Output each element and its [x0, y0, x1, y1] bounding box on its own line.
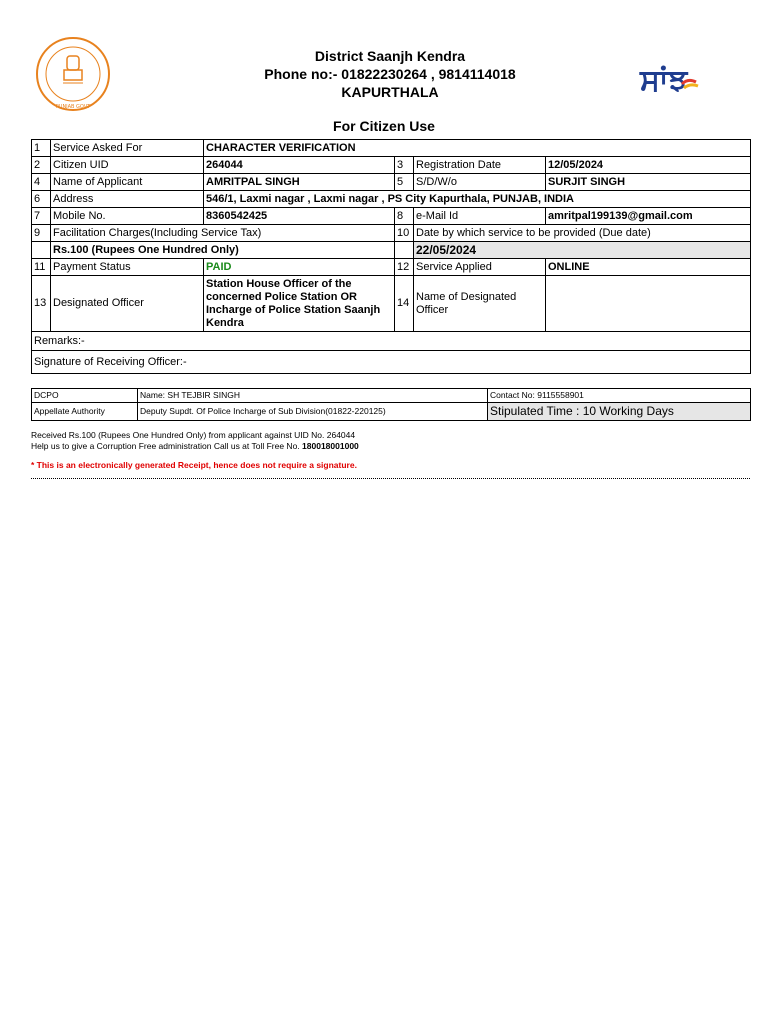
saanjh-logo-text: ਸਾਂਝ	[640, 63, 688, 98]
row-number: 13	[32, 276, 51, 332]
stipulated-time: Stipulated Time : 10 Working Days	[488, 403, 751, 421]
row-number: 12	[395, 259, 414, 276]
table-row	[32, 389, 751, 403]
office-district: KAPURTHALA	[341, 84, 439, 100]
payment-status-value: PAID	[204, 259, 395, 276]
registration-date-value: 12/05/2024	[546, 157, 751, 174]
applicant-name-label: Name of Applicant	[51, 174, 204, 191]
facilitation-charges-label: Facilitation Charges(Including Service Tax)	[51, 225, 395, 242]
service-asked-label: Service Asked For	[51, 140, 204, 157]
empty-cell	[395, 242, 414, 259]
due-date-label: Date by which service to be provided (Due date)	[414, 225, 751, 242]
dotted-divider	[31, 478, 750, 479]
table-row	[32, 332, 751, 351]
remarks: Remarks:-	[32, 332, 751, 351]
table-row	[32, 140, 751, 157]
mobile-value: 8360542425	[204, 208, 395, 225]
table-row	[32, 276, 751, 332]
table-row	[32, 403, 751, 421]
table-row	[32, 225, 751, 242]
registration-date-label: Registration Date	[414, 157, 546, 174]
row-number: 1	[32, 140, 51, 157]
table-row	[32, 157, 751, 174]
page-subtitle: For Citizen Use	[333, 118, 435, 134]
relation-label: S/D/W/o	[414, 174, 546, 191]
signature-line: Signature of Receiving Officer:-	[32, 351, 751, 374]
authority-table	[31, 388, 751, 421]
office-heading	[180, 47, 600, 101]
row-number: 9	[32, 225, 51, 242]
table-row	[32, 259, 751, 276]
dcpo-label: DCPO	[32, 389, 138, 403]
citizen-uid-label: Citizen UID	[51, 157, 204, 174]
service-applied-value: ONLINE	[546, 259, 751, 276]
received-amount-note: Received Rs.100 (Rupees One Hundred Only) from applicant against UID No. 264044	[31, 430, 356, 440]
applicant-name-value: AMRITPAL SINGH	[204, 174, 395, 191]
row-number: 4	[32, 174, 51, 191]
email-value: amritpal199139@gmail.com	[546, 208, 751, 225]
row-number: 7	[32, 208, 51, 225]
row-number: 5	[395, 174, 414, 191]
saanjh-logo-icon	[638, 58, 718, 98]
payment-status-label: Payment Status	[51, 259, 204, 276]
toll-free-text: Help us to give a Corruption Free administration Call us at Toll Free No.	[31, 441, 300, 451]
header	[30, 36, 750, 116]
email-label: e-Mail Id	[414, 208, 546, 225]
facilitation-charges-value: Rs.100 (Rupees One Hundred Only)	[51, 242, 395, 259]
service-applied-label: Service Applied	[414, 259, 546, 276]
table-row	[32, 242, 751, 259]
due-date-value: 22/05/2024	[414, 242, 751, 259]
address-label: Address	[51, 191, 204, 208]
toll-free-note	[31, 441, 359, 452]
service-asked-value: CHARACTER VERIFICATION	[204, 140, 751, 157]
row-number: 6	[32, 191, 51, 208]
receipt-note	[31, 430, 359, 452]
row-number: 3	[395, 157, 414, 174]
mobile-label: Mobile No.	[51, 208, 204, 225]
table-row	[32, 191, 751, 208]
receipt-table	[31, 139, 751, 374]
table-row	[32, 174, 751, 191]
designated-officer-name-label: Name of Designated Officer	[414, 276, 546, 332]
electronic-receipt-warning: * This is an electronically generated Receipt, hence does not require a signature.	[31, 460, 357, 470]
designated-officer-value: Station House Officer of the concerned Police Station OR Incharge of Police Station Saanjh Kendra	[204, 276, 395, 332]
table-row	[32, 208, 751, 225]
row-number: 10	[395, 225, 414, 242]
appellate-value: Deputy Supdt. Of Police Incharge of Sub Division(01822-220125)	[138, 403, 488, 421]
office-name: District Saanjh Kendra	[314, 48, 466, 64]
row-number: 11	[32, 259, 51, 276]
appellate-label: Appellate Authority	[32, 403, 138, 421]
empty-cell	[32, 242, 51, 259]
row-number: 8	[395, 208, 414, 225]
citizen-uid-value: 264044	[204, 157, 395, 174]
row-number: 2	[32, 157, 51, 174]
table-row	[32, 351, 751, 374]
emblem-text: PUNJAB GOVT	[55, 104, 91, 110]
relation-value: SURJIT SINGH	[546, 174, 751, 191]
designated-officer-label: Designated Officer	[51, 276, 204, 332]
dcpo-contact: Contact No: 9115558901	[488, 389, 751, 403]
toll-free-number: 180018001000	[302, 441, 359, 451]
dcpo-name: Name: SH TEJBIR SINGH	[138, 389, 488, 403]
office-phone: Phone no:- 01822230264 , 9814114018	[264, 66, 516, 82]
punjab-govt-emblem-icon	[35, 36, 111, 112]
address-value: 546/1, Laxmi nagar , Laxmi nagar , PS City Kapurthala, PUNJAB, INDIA	[204, 191, 751, 208]
designated-officer-name-value	[546, 276, 751, 332]
row-number: 14	[395, 276, 414, 332]
